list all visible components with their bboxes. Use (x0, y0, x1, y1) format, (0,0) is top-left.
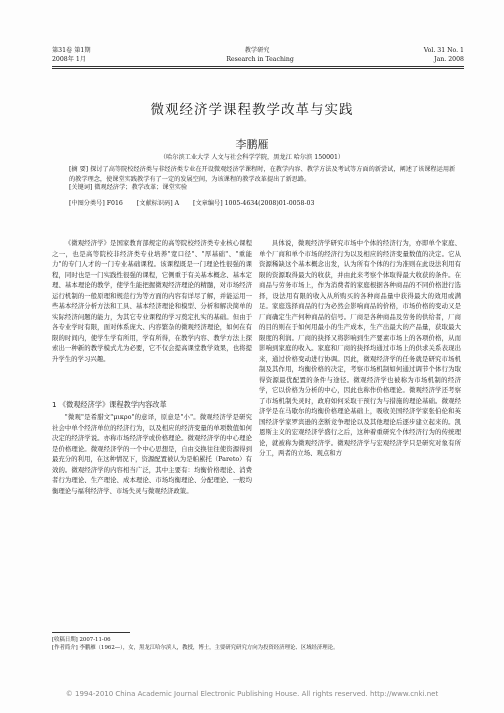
left-column (52, 238, 252, 364)
author-name: 李鹏雁 (235, 138, 269, 151)
received-date: [收稿日期] 2007-11-06 (52, 637, 111, 643)
left-column-lower (52, 412, 252, 496)
classification-number: [中图分类号] F016 (69, 200, 123, 207)
issue-date: 2008年 1月 (52, 56, 87, 63)
keywords-label: [关键词] (69, 184, 93, 191)
document-code: [文献标识码] A (136, 200, 180, 207)
section-heading: 1 《微观经济学》课程教学内容改革 (52, 400, 167, 409)
footnote (52, 636, 462, 652)
keywords-text: 微观经济学；教学改革；课堂实验 (94, 184, 188, 191)
keywords (69, 182, 457, 191)
intro-paragraph: 《微观经济学》是国家教育部规定的高等院校经济类专业核心课程之一，也是高等院校非经济类专业培养"宽口径"、"厚基础"、"重能力"的专门人才的一门专业基础课程。该课程既是一门理论性很强的课程，同时也是一门实践性很强的课程，它侧重于有关基本概念、基本定理、基本理论的教学，使学生能把握微观经济理论的精髓，对市场经济运行机制的一般原理和规范行为等方面的内容有详尽了解，并能运用一些基本经济分析方法和工具、基本经济理论和模型、分析和解决简单的实际经济问题的能力，为其它专业课程的学习奠定扎实的基础。但由于各专业学时有限，面对体系庞大、内容繁杂的微观经济理论，如何在有限的时间内，使学生学有所用，学有所得，在教学内容、教学方法上探索出一种新的教学模式尤为必要，它不仅会提高课堂教学效果，也将提升学生的学习兴趣。 (52, 239, 252, 363)
volume-info: 第31卷 第1期 (52, 47, 91, 54)
copyright-watermark: © 1994-2010 China Academic Journal Electronic Publishing House. All rights reserved. http://www.cnki.net (65, 690, 439, 698)
header-rule-thin (52, 68, 464, 69)
running-header-top (52, 47, 464, 55)
article-title: 微观经济学课程教学改革与实践 (150, 102, 354, 118)
issue-date-en: Jan. 2008 (434, 56, 464, 63)
right-column (259, 238, 461, 459)
journal-name-en: Research in Teaching (226, 56, 294, 63)
journal-name: 教学研究 (244, 47, 270, 54)
right-paragraph: 具体说，微观经济学研究市场中个体的经济行为，亦即单个家庭、单个厂商和单个市场的经济行为以及相应的经济变量数值的决定。它从资源稀缺这个基本概念出发，认为所有个体的行为准则在此设法利用有限的资源取得最大的收获，并由此来考察个体取得最大收获的条件。在商品与劳务市场上，作为消费者的家庭根据各种商品的不同价格进行选择，设法用有限的收入从所购买的各种商品量中获得最大的效用或满足。家庭选择商品的行为必然会影响商品的价格，市场价格的变动又是厂商确定生产何种商品的信号。厂商是各种商品及劳务的供给者，厂商的目的则在于如何用最小的生产成本，生产出最大的产品量，获取最大限度的利润。厂商的抉择又将影响到生产要素市场上的各项价格，从而影响到家庭的收入。家庭和厂商的抉择均通过市场上的供求关系表现出来，通过价格变动进行协调。因此，微观经济学的任务就是研究市场机制及其作用，均衡价格的决定，考察市场机制如何通过调节个体行为取得资源最优配置的条件与途径。微观经济学也被称为市场机制的经济学，它以价格为分析的中心，因此也称作价格理论。微观经济学还考察了市场机制失灵时，政府如何采取干预行为与措施的理论基础。微观经济学是在马歇尔的均衡价格理论基础上，吸收美国经济学家张伯伦和英国经济学家罗宾逊的垄断竞争理论以及其他理论后逐步建立起来的。凯恩斯主义的宏观经济学盛行之后，这种着重研究个体经济行为的传统理论，就被称为微观经济学。微观经济学与宏观经济学只是研究对象有所分工，两者的立场、观点和方 (259, 239, 461, 457)
volume-info-en: Vol. 31 No. 1 (423, 47, 464, 54)
footnote-rule (52, 632, 130, 633)
abstract-label: [摘 要] (69, 166, 89, 173)
header-rule (52, 66, 464, 67)
abstract-text: 探讨了高等院校经济类与非经济类专业在开设微观经济学课程时，在教学内容、教学方法及考试等方面的新尝试，阐述了该课程运用新的教学理念，使课堂实践教学有了一定的发展空间，为该课程的教学改革提出了新思路。 (69, 166, 456, 183)
article-number: [文章编号] 1005-4634(2008)01-0058-03 (193, 200, 315, 207)
running-header-bottom (52, 56, 464, 64)
author-affiliation: （哈尔滨工业大学 人文与社会科学学院，黑龙江 哈尔滨 150001） (159, 154, 345, 161)
section-paragraph: "微观"是希腊文"μικρο"的意译，原意是"小"。微观经济学是研究社会中单个经济单位的经济行为，以及相应的经济变量的单项数值如何决定的经济学说。亦称市场经济学或价格理论。微观经济学的中心理论是价格理论。微观经济学的一个中心思想是，自由交换往往使资源得到最充分的利用，在这种情况下，资源配置被认为是帕累托（Pareto）有效的。微观经济学的内容相当广泛，其中主要有：均衡价格理论、消费者行为理论、生产理论、成本理论、市场均衡理论、分配理论、一般均衡理论与福利经济学、市场失灵与微观经济政策。 (52, 413, 253, 495)
author-bio: [作者简介] 李鹏雁（1962—），女，黑龙江哈尔滨人，教授，博士，主要研究研究方向为投资经济理论、区域经济理论。 (52, 645, 339, 651)
classification-info (69, 198, 457, 207)
